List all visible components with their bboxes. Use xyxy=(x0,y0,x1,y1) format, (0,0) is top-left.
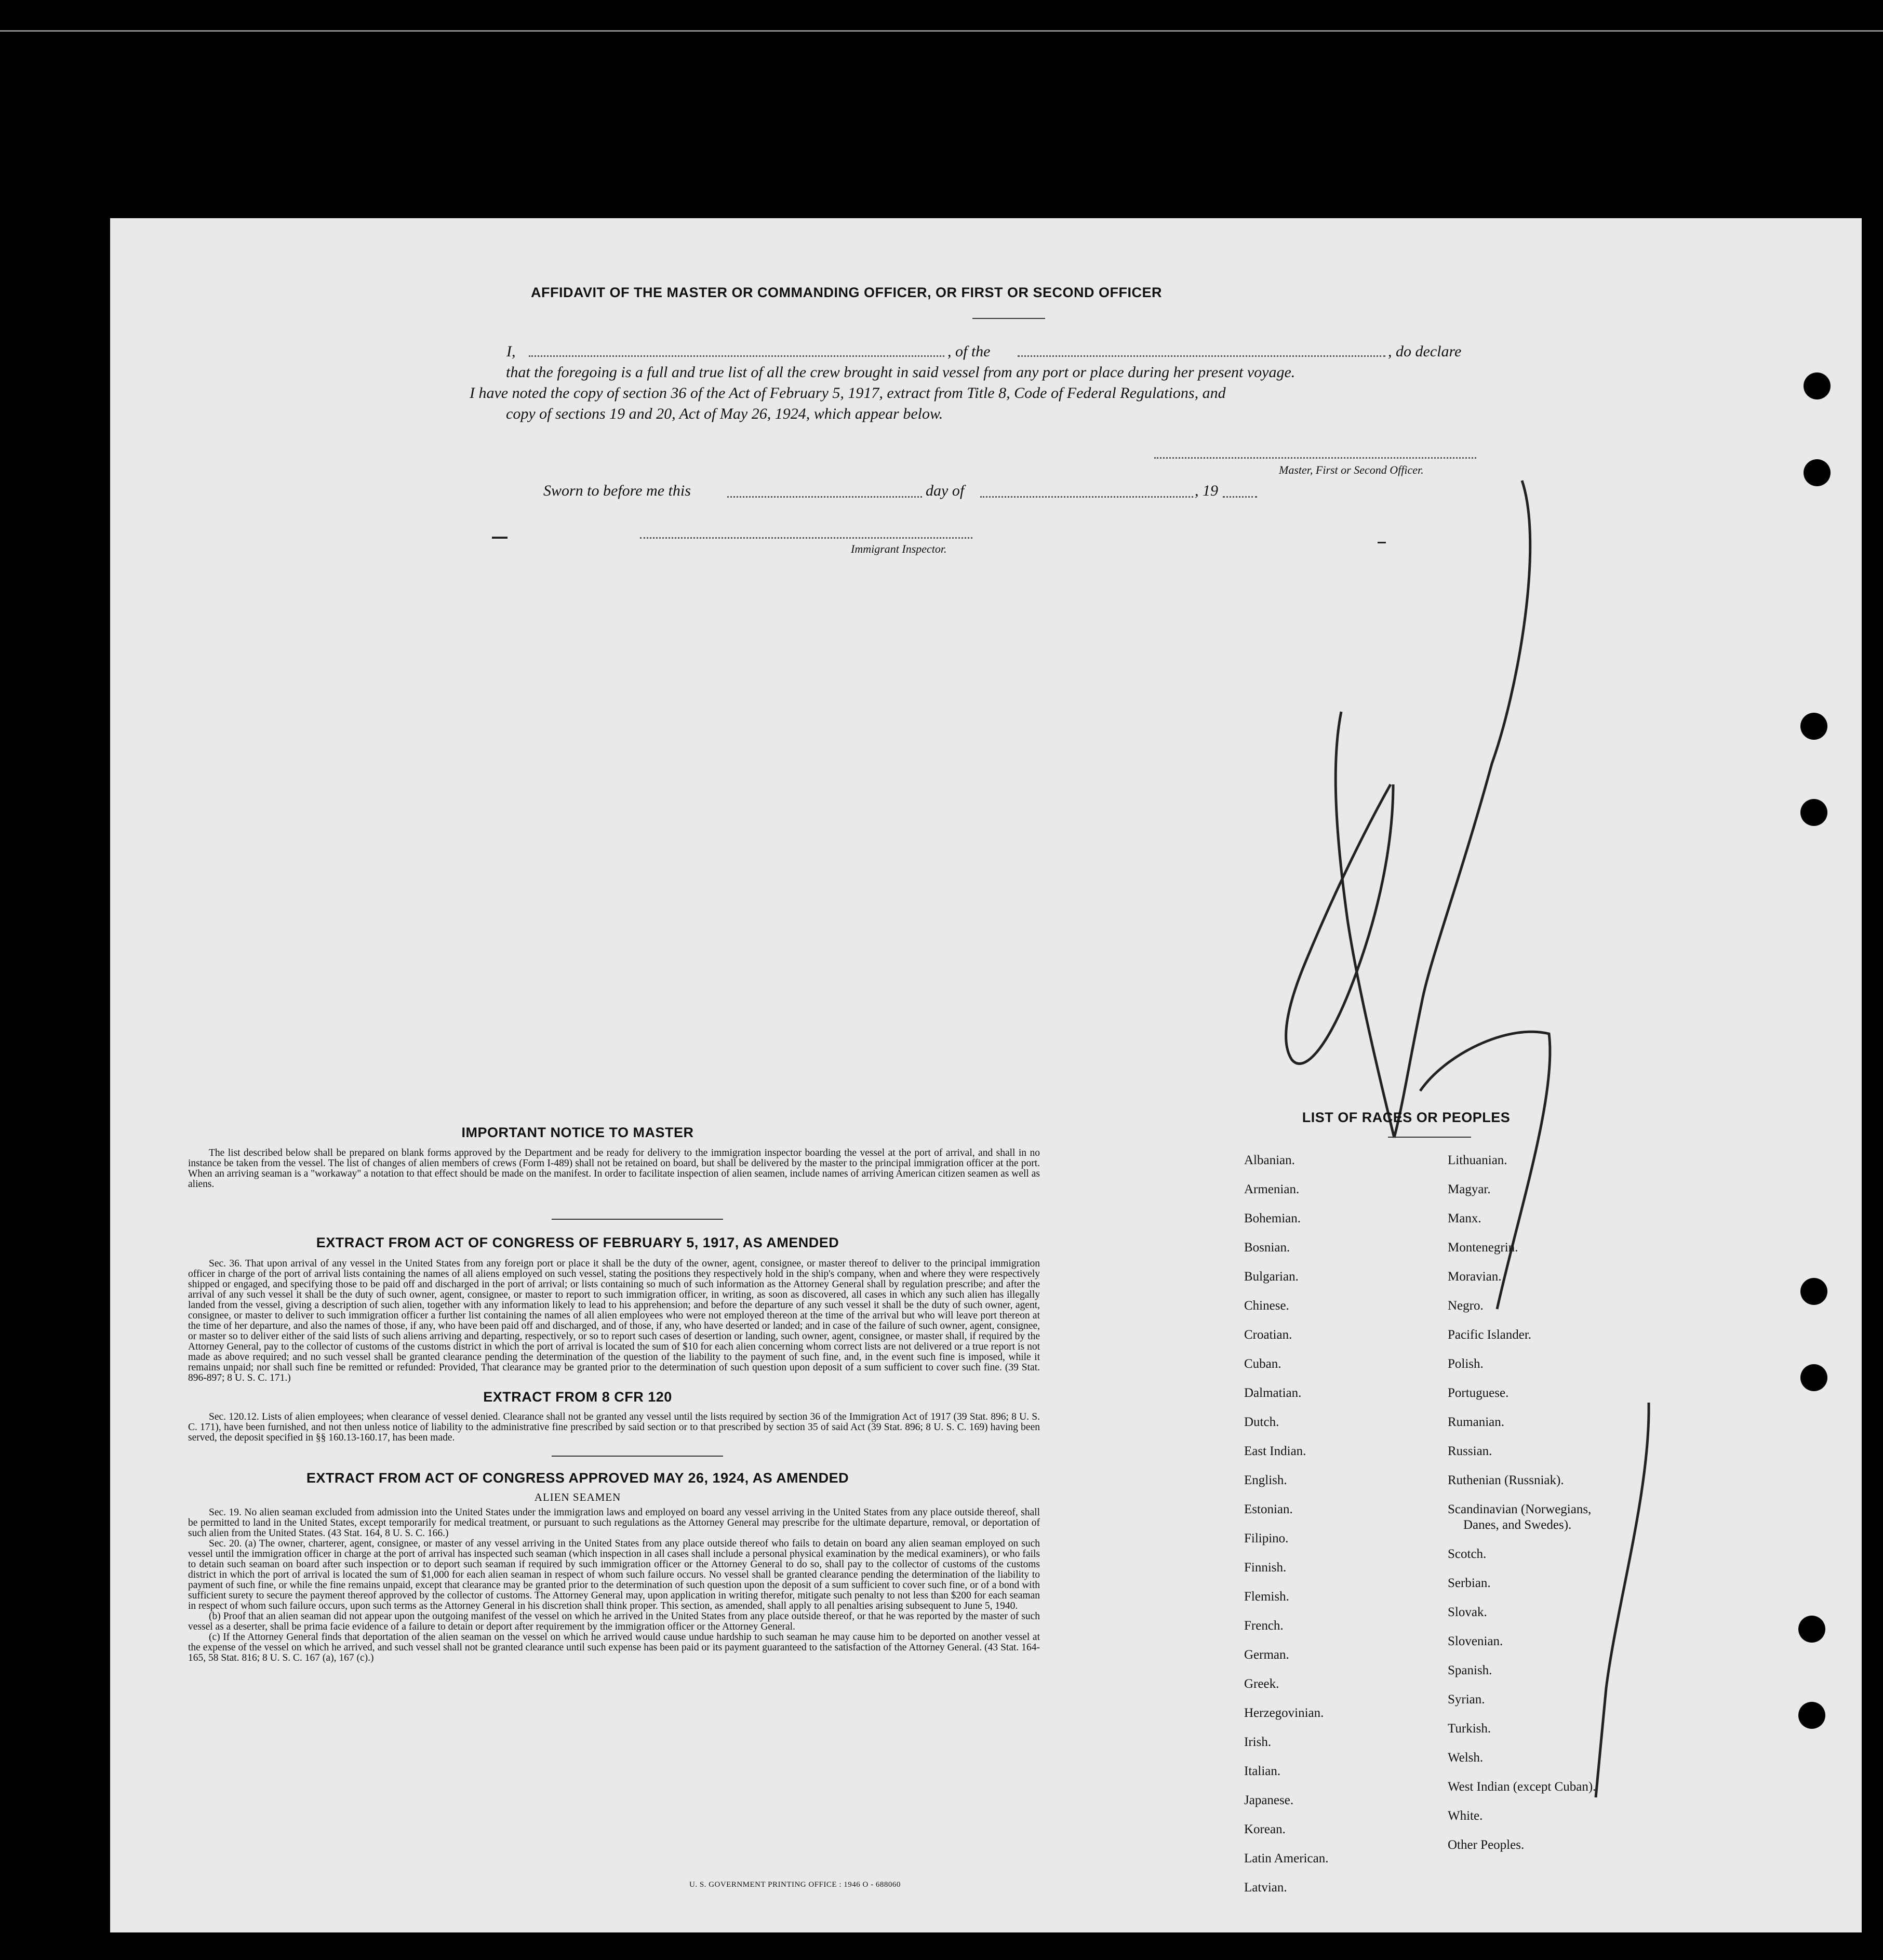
race-item: Manx. xyxy=(1448,1211,1481,1225)
sworn-year-label: , 19 xyxy=(1195,482,1218,499)
race-item: Dutch. xyxy=(1244,1415,1279,1429)
race-item: Scandinavian (Norwegians, xyxy=(1448,1502,1592,1516)
race-item: Turkish. xyxy=(1448,1722,1491,1736)
section-19-paragraph: Sec. 19. No alien seaman excluded from admission into the United States under the immigration laws and employed on board any vessel arriving in the United States from any place outside thereof, shall be permitted to land in the United States, except temporarily for medical treatment, or pursuant to such regulations as the Attorney General may prescribe for the ultimate departure, removal, or deportation of such alien from the United States. (43 Stat. 164, 8 U. S. C. 166.) xyxy=(188,1507,1040,1539)
notice-text xyxy=(188,1148,1040,1190)
race-item: Spanish. xyxy=(1448,1663,1492,1677)
race-item: Herzegovinian. xyxy=(1244,1706,1324,1720)
races-title: LIST OF RACES OR PEOPLES xyxy=(1302,1110,1511,1125)
inspector-signature-line xyxy=(640,537,972,539)
master-signature-caption: Master, First or Second Officer. xyxy=(1279,463,1424,476)
name-blank xyxy=(529,355,944,357)
inspector-caption: Immigrant Inspector. xyxy=(851,542,947,555)
race-item: East Indian. xyxy=(1244,1444,1306,1458)
extract-1924-text xyxy=(188,1508,1040,1663)
affidavit-title: AFFIDAVIT OF THE MASTER OR COMMANDING OFFICER, OR FIRST OR SECOND OFFICER xyxy=(531,285,1162,300)
race-item: Serbian. xyxy=(1448,1576,1491,1590)
binder-hole xyxy=(1798,1702,1825,1729)
extract-1924-title: EXTRACT FROM ACT OF CONGRESS APPROVED MAY 26, 1924, AS AMENDED xyxy=(306,1470,849,1486)
affidavit-line-3: I have noted the copy of section 36 of the Act of February 5, 1917, extract from Title 8, Code of Federal Regulations, and xyxy=(470,384,1226,402)
races-rule xyxy=(1388,1137,1471,1138)
race-item: Italian. xyxy=(1244,1764,1281,1778)
affidavit-line-2: that the foregoing is a full and true list of all the crew brought in said vessel from any port or place during her present voyage. xyxy=(506,364,1296,381)
binder-hole xyxy=(1798,1616,1825,1643)
printer-imprint: U. S. GOVERNMENT PRINTING OFFICE : 1946 O - 688060 xyxy=(689,1881,901,1889)
race-item: Danes, and Swedes). xyxy=(1463,1518,1572,1532)
race-item: Negro. xyxy=(1448,1299,1484,1313)
race-item: Estonian. xyxy=(1244,1502,1293,1516)
race-item: Korean. xyxy=(1244,1822,1286,1836)
binder-hole xyxy=(1804,372,1831,399)
document-sheet xyxy=(110,218,1862,1932)
affidavit-line-4: copy of sections 19 and 20, Act of May 26, 1924, which appear below. xyxy=(506,405,943,422)
race-item: Greek. xyxy=(1244,1677,1279,1691)
race-item: Dalmatian. xyxy=(1244,1386,1302,1400)
affidavit-of-the-label: , of the xyxy=(947,343,991,360)
race-item: Slovak. xyxy=(1448,1605,1487,1619)
notice-paragraph: The list described below shall be prepared on blank forms approved by the Department and be ready for delivery to the immigration inspector boarding the vessel at the port of arrival, and shall in no instance be taken from the vessel. The list of changes of alien members of crews (Form I-489) shall not be retained on board, but shall be delivered by the master to the principal immigration officer at the port. When an arriving seaman is a "workaway" a notation to that effect should be made on the manifest. In order to facilitate inspection of alien seamen, include names of arriving American citizen seamen as well as aliens. xyxy=(188,1148,1040,1190)
race-item: English. xyxy=(1244,1473,1287,1487)
sworn-day-blank xyxy=(727,496,922,498)
race-item: Croatian. xyxy=(1244,1328,1292,1342)
race-item: Portuguese. xyxy=(1448,1386,1509,1400)
affidavit-declare-label: , do declare xyxy=(1388,343,1462,360)
binder-hole xyxy=(1800,713,1827,740)
alien-seamen-subtitle: ALIEN SEAMEN xyxy=(534,1491,621,1503)
race-item: Albanian. xyxy=(1244,1153,1295,1167)
race-item: Armenian. xyxy=(1244,1182,1300,1196)
race-item: Russian. xyxy=(1448,1444,1492,1458)
race-item: Lithuanian. xyxy=(1448,1153,1507,1167)
race-item: West Indian (except Cuban). xyxy=(1448,1780,1596,1794)
race-item: Welsh. xyxy=(1448,1751,1484,1765)
section-36-paragraph: Sec. 36. That upon arrival of any vessel in the United States from any foreign port or place it shall be the duty of the owner, agent, consignee, or master thereof to deliver to the principal immigration officer in charge of the port of arrival lists containing the names of all aliens employed on such vessel, stating the positions they respectively hold in the ship's company, when and where they were respectively shipped or engaged, and specifying those to be paid off and discharged in the port of arrival; or lists containing so much of such information as the Attorney General shall by regulation prescribe; and after the arrival of any such vessel it shall be the duty of such owner, agent, consignee, or master to report to such immigration officer, in writing, as soon as discovered, all cases in which any such alien has illegally landed from the vessel, giving a description of such alien, together with any information likely to lead to his apprehension; and before the departure of any such vessel it shall be the duty of such owner, agent, consignee, or master to deliver to such immigration officer a further list containing the names of all alien employees who were not employed thereon at the time of the arrival but who will leave port thereon at the time of her departure, and also the names of those, if any, who have been paid off and discharged, and of those, if any, who have deserted or landed; and in case of the failure of such owner, agent, consignee, or master so to deliver either of the said lists of such aliens arriving and departing, respectively, or so to report such cases of desertion or landing, such owner, agent, consignee, or master shall, if required by the Attorney General, pay to the collector of customs of the customs district in which the port of arrival is located the sum of $10 for each alien concerning whom correct lists are not delivered or a true report is not made as above required; and no such vessel shall be granted clearance pending the determination of the question of the liability to the payment of such fine, and, in the event such fine is imposed, while it remains unpaid; nor shall such fine be remitted or refunded: Provided, That clearance may be granted prior to the determination of such question upon deposit of a sum sufficient to cover such fine. (39 Stat. 896-897; 8 U. S. C. 171.) xyxy=(188,1258,1040,1383)
handwritten-stroke xyxy=(1585,1397,1668,1803)
sworn-year-blank xyxy=(1223,496,1257,498)
race-item: White. xyxy=(1448,1809,1483,1823)
binder-hole xyxy=(1800,1364,1827,1391)
title-rule xyxy=(972,318,1045,319)
race-item: German. xyxy=(1244,1648,1289,1662)
race-item: Slovenian. xyxy=(1448,1634,1503,1648)
binder-hole xyxy=(1804,459,1831,486)
race-item: Polish. xyxy=(1448,1357,1484,1371)
notice-title: IMPORTANT NOTICE TO MASTER xyxy=(461,1125,694,1140)
sworn-day-label: day of xyxy=(926,482,965,499)
race-item: Latin American. xyxy=(1244,1851,1329,1865)
race-item: Montenegrin. xyxy=(1448,1241,1518,1255)
race-item: Irish. xyxy=(1244,1735,1272,1749)
scanner-edge-line xyxy=(0,30,1883,32)
section-rule xyxy=(552,1219,723,1220)
race-item: Moravian. xyxy=(1448,1270,1502,1284)
section-20b-paragraph: (b) Proof that an alien seaman did not appear upon the outgoing manifest of the vessel on which he arrived in the United States from any place outside thereof, or that he was reported by the master of such vessel as a deserter, shall be prima facie evidence of a failure to detain or deport after requirement by the immigration officer or the Attorney General. xyxy=(188,1611,1040,1632)
race-item: Rumanian. xyxy=(1448,1415,1505,1429)
race-item: Flemish. xyxy=(1244,1590,1289,1604)
race-item: Filipino. xyxy=(1244,1531,1289,1545)
extract-cfr-text xyxy=(188,1412,1040,1443)
race-item: Finnish. xyxy=(1244,1561,1287,1575)
race-item: Syrian. xyxy=(1448,1692,1485,1706)
race-item: Bohemian. xyxy=(1244,1211,1301,1225)
binder-hole xyxy=(1800,799,1827,826)
affidavit-i-label: I, xyxy=(506,343,516,360)
race-item: Chinese. xyxy=(1244,1299,1289,1313)
section-20c-paragraph: (c) If the Attorney General finds that deportation of the alien seaman on the vessel on which he arrived would cause undue hardship to such seaman he may cause him to be deported on another vessel at the expense of the vessel on which he arrived, and such vessel shall not be granted clearance until such expense has been paid or its payment guaranteed to the satisfaction of the Attorney General. (43 Stat. 164-165, 58 Stat. 816; 8 U. S. C. 167 (a), 167 (c).) xyxy=(188,1632,1040,1663)
sworn-month-blank xyxy=(980,496,1193,498)
race-item: Bosnian. xyxy=(1244,1241,1290,1255)
race-item: French. xyxy=(1244,1619,1284,1633)
race-item: Pacific Islander. xyxy=(1448,1328,1532,1342)
race-item: Latvian. xyxy=(1244,1881,1287,1895)
section-rule xyxy=(552,1456,723,1457)
race-item: Scotch. xyxy=(1448,1547,1487,1561)
sworn-label: Sworn to before me this xyxy=(543,482,691,499)
extract-1917-text xyxy=(188,1259,1040,1383)
race-item: Bulgarian. xyxy=(1244,1270,1299,1284)
race-item: Other Peoples. xyxy=(1448,1838,1525,1852)
master-signature-line xyxy=(1154,457,1476,459)
race-item: Ruthenian (Russniak). xyxy=(1448,1473,1564,1487)
handwritten-87 xyxy=(1274,473,1565,1325)
race-item: Cuban. xyxy=(1244,1357,1281,1371)
extract-cfr-title: EXTRACT FROM 8 CFR 120 xyxy=(483,1389,672,1405)
section-120-12-paragraph: Sec. 120.12. Lists of alien employees; when clearance of vessel denied. Clearance shall not be granted any vessel until the lists required by section 36 of the Immigration Act of 1917 (39 Stat. 896; 8 U. S. C. 171), have been furnished, and not then unless notice of liability to the administrative fine prescribed by said section or to that prescribed by section 35 of said Act (39 Stat. 896; 8 U. S. C. 169) having been served, the deposit specified in §§ 160.13-160.17, has been made. xyxy=(188,1411,1040,1443)
extract-1917-title: EXTRACT FROM ACT OF CONGRESS OF FEBRUARY 5, 1917, AS AMENDED xyxy=(316,1235,839,1250)
race-item: Magyar. xyxy=(1448,1182,1491,1196)
section-20a-paragraph: Sec. 20. (a) The owner, charterer, agent, consignee, or master of any vessel arriving in the United States from any place outside thereof who fails to detain on board any alien seaman employed on such vessel until the immigration officer in charge at the port of arrival has inspected such seaman (which inspection in all cases shall include a personal physical examination by the medical examiners), or who fails to detain such seaman on board after such inspection or to deport such seaman if required by such immigration officer or the Attorney General to do so, shall pay to the collector of customs of the customs district in which the port of arrival is located the sum of $1,000 for each alien seaman in respect of whom such failure occurs. No vessel shall be granted clearance pending the determination of the liability to payment of such fine, or while the fine remains unpaid, except that clearance may be granted prior to the determination of such question upon the deposit of a sum sufficient to cover such fine, or of a bond with sufficient surety to secure the payment thereof approved by the collector of customs. The Attorney General may, upon application in writing therefor, mitigate such penalty to not less than $200 for each seaman in respect of whom such failure occurs, upon such terms as the Attorney General in his discretion shall think proper. This section, as amended, shall apply to all penalties arising subsequent to June 5, 1940. xyxy=(188,1538,1040,1611)
stray-mark xyxy=(492,537,508,539)
binder-hole xyxy=(1800,1278,1827,1305)
race-item: Japanese. xyxy=(1244,1793,1294,1807)
vessel-blank xyxy=(1018,355,1385,357)
